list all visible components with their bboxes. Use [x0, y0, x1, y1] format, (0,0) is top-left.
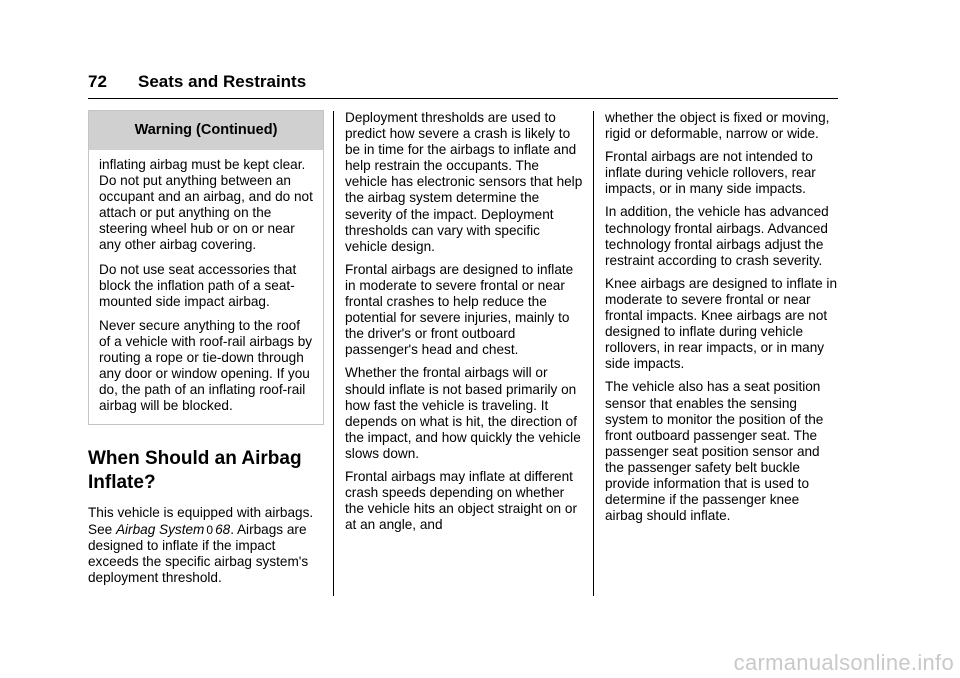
intro-text: This vehicle is equipped with airbags. See: [88, 505, 314, 537]
section-title: Seats and Restraints: [138, 72, 307, 91]
warning-body: [89, 150, 323, 424]
warning-title: Warning (Continued): [89, 111, 323, 150]
section-heading: When Should an Airbag Inflate?: [88, 448, 302, 494]
body-paragraph: Whether the frontal airbags will or should inflate is not based primarily on how fast the vehicle is traveling. It depends on what is hit, the direction of the impact, and how quickly the vehicle slows down.: [345, 365, 581, 461]
warning-paragraph: Never secure anything to the roof of a vehicle with roof-rail airbags by routing a rope or tie-down through any door or window opening. If you do, the path of an inflating roof-rail airbag will be blocked.: [99, 317, 313, 414]
body-paragraph: In addition, the vehicle has advanced technology frontal airbags. Advanced technology frontal airbags adjust the restraint according to crash severity.: [605, 204, 829, 268]
body-paragraph: Knee airbags are designed to inflate in moderate to severe frontal or near frontal impacts. Knee airbags are not designed to inflate during vehicle rollovers, in rear impacts, or in many side impacts.: [605, 275, 838, 372]
page-number: 72: [88, 72, 107, 91]
column-right: [605, 110, 840, 531]
body-paragraph: Frontal airbags are not intended to inflate during vehicle rollovers, rear impacts, or in many side impacts.: [605, 149, 816, 197]
airbag-system-link[interactable]: Airbag System: [115, 521, 205, 537]
column-left: [88, 110, 324, 593]
body-paragraph: The vehicle also has a seat position sensor that enables the sensing system to monitor the position of the front outboard passenger seat. The passenger seat position sensor and the passenger safety belt buckle provide information that is used to determine if the passenger knee airbag should inflate.: [605, 379, 824, 524]
page-ref-icon: 0: [206, 522, 214, 537]
warning-paragraph: Do not use seat accessories that block the inflation path of a seat-mounted side impact airbag.: [99, 261, 297, 309]
column-divider: [333, 111, 334, 596]
intro-paragraph: [88, 505, 324, 585]
intro-text-end: . Airbags are designed to inflate if the impact exceeds the specific airbag system's deployment threshold.: [88, 521, 309, 585]
warning-paragraph: inflating airbag must be kept clear. Do not put anything between an occupant and an airbag, and do not attach or put anything on the steering wheel hub or on or near any other airbag covering.: [99, 157, 313, 253]
watermark: carmanualsonline.info: [733, 650, 954, 675]
body-paragraph: Deployment thresholds are used to predict how severe a crash is likely to be in time for the airbags to inflate and help restrain the occupants. The vehicle has electronic sensors that help the airbag system determine the severity of the impact. Deployment thresholds can vary with specific vehicle design.: [345, 110, 583, 254]
body-paragraph: whether the object is fixed or moving, rigid or deformable, narrow or wide.: [605, 110, 830, 142]
body-paragraph: Frontal airbags may inflate at different crash speeds depending on whether the vehicle hits an object straight on or at an angle, and: [345, 468, 577, 533]
link-page-number[interactable]: 68: [215, 521, 231, 537]
body-paragraph: Frontal airbags are designed to inflate in moderate to severe frontal or near frontal crashes to help reduce the potential for severe injuries, mainly to the driver's or front outboard passenger's head and chest.: [345, 261, 574, 358]
page-header: [88, 72, 838, 99]
warning-box: [88, 110, 324, 425]
column-middle: [345, 110, 583, 540]
column-divider: [593, 111, 594, 596]
